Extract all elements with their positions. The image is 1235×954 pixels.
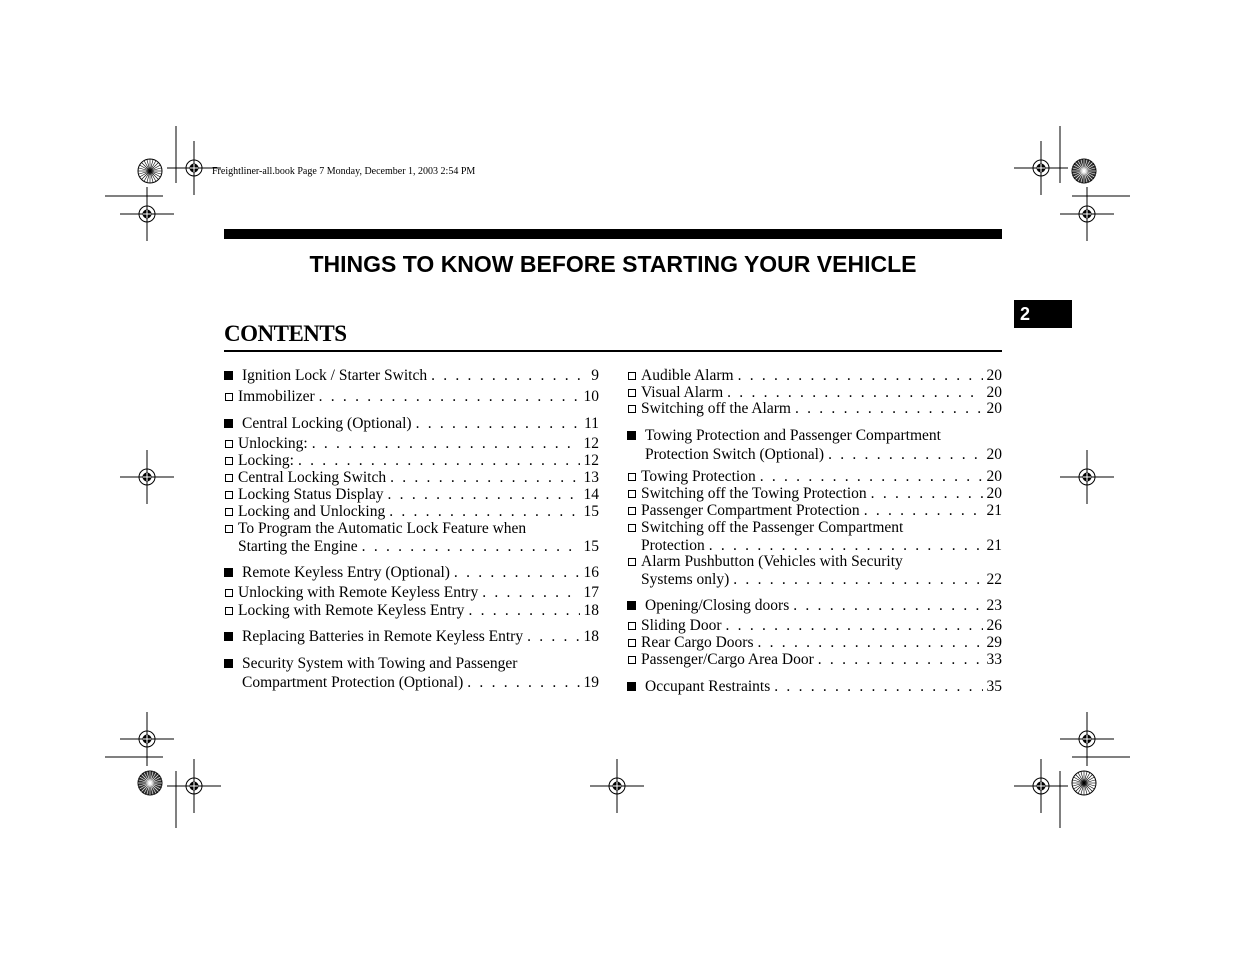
chapter-tab[interactable]: 2: [1014, 300, 1072, 328]
subsection-box-icon: [628, 389, 636, 397]
toc-entry-label: Protection: [641, 537, 705, 554]
toc-entry-label: Towing Protection: [641, 468, 756, 485]
toc-entry-label: Occupant Restraints: [645, 678, 771, 695]
toc-entry-page: 21: [986, 502, 1002, 519]
toc-entry-page: 19: [583, 674, 599, 691]
dot-leader: [795, 400, 983, 417]
registration-starburst-icon: [1072, 771, 1096, 795]
subsection-box-icon: [628, 507, 636, 515]
dot-leader: [454, 564, 580, 581]
dot-leader: [774, 678, 982, 695]
section-bullet-icon: [224, 632, 233, 641]
dot-leader: [319, 388, 580, 405]
toc-entry-label: Visual Alarm: [641, 384, 724, 401]
toc-entry-page: 20: [986, 400, 1002, 417]
toc-entry-page: 22: [986, 571, 1002, 588]
toc-entry-label-line1: Towing Protection and Passenger Compartment: [645, 427, 941, 444]
section-bullet-icon: [224, 371, 233, 380]
subsection-box-icon: [225, 457, 233, 465]
section-bullet-icon: [627, 601, 636, 610]
toc-entry-label: Opening/Closing doors: [645, 597, 790, 614]
contents-rule: [224, 350, 1002, 352]
registration-starburst-icon: [138, 771, 162, 795]
dot-leader: [482, 584, 579, 601]
toc-entry-label: Passenger/Cargo Area Door: [641, 651, 814, 668]
subsection-box-icon: [225, 607, 233, 615]
toc-entry-page: 13: [583, 469, 599, 486]
toc-entry-label: Switching off the Towing Protection: [641, 485, 867, 502]
toc-entry-page: 20: [986, 468, 1002, 485]
subsection-box-icon: [225, 393, 233, 401]
dot-leader: [727, 384, 982, 401]
toc-entry-label: Systems only): [641, 571, 730, 588]
toc-entry-label: Unlocking with Remote Keyless Entry: [238, 584, 479, 601]
dot-leader: [468, 602, 579, 619]
section-bullet-icon: [224, 659, 233, 668]
toc-entry-page: 12: [583, 452, 599, 469]
dot-leader: [793, 597, 982, 614]
toc-entry-page: 18: [583, 602, 599, 619]
toc-entry-page: 15: [583, 538, 599, 555]
dot-leader: [733, 571, 982, 588]
subsection-box-icon: [225, 589, 233, 597]
registration-starburst-icon: [1072, 159, 1096, 183]
toc-entry-label: Passenger Compartment Protection: [641, 502, 860, 519]
dot-leader: [390, 469, 579, 486]
toc-entry-page: 17: [583, 584, 599, 601]
dot-leader: [758, 634, 983, 651]
subsection-box-icon: [628, 473, 636, 481]
section-bullet-icon: [224, 568, 233, 577]
toc-entry-label: Locking:: [238, 452, 294, 469]
contents-heading: CONTENTS: [224, 321, 347, 346]
toc-entry-page: 10: [583, 388, 599, 405]
subsection-box-icon: [628, 490, 636, 498]
toc-entry-label: Rear Cargo Doors: [641, 634, 754, 651]
subsection-box-icon: [628, 405, 636, 413]
toc-entry-label: Protection Switch (Optional): [645, 446, 825, 463]
dot-leader: [760, 468, 983, 485]
dot-leader: [298, 452, 580, 469]
dot-leader: [709, 537, 983, 554]
dot-leader: [738, 367, 983, 384]
toc-entry-label: Starting the Engine: [238, 538, 358, 555]
toc-entry-label: Remote Keyless Entry (Optional): [242, 564, 450, 581]
subsection-box-icon: [628, 656, 636, 664]
toc-entry-page: 20: [986, 384, 1002, 401]
toc-entry-label-line1: Security System with Towing and Passenger: [242, 655, 518, 672]
subsection-box-icon: [628, 558, 636, 566]
toc-entry-label: Central Locking Switch: [238, 469, 387, 486]
toc-entry-page: 16: [583, 564, 599, 581]
toc-entry-label: Ignition Lock / Starter Switch: [242, 367, 428, 384]
dot-leader: [828, 446, 982, 463]
subsection-box-icon: [628, 372, 636, 380]
section-bullet-icon: [627, 682, 636, 691]
toc-entry-label: Compartment Protection (Optional): [242, 674, 464, 691]
toc-entry-label: Switching off the Alarm: [641, 400, 791, 417]
section-bullet-icon: [627, 431, 636, 440]
dot-leader: [389, 503, 579, 520]
subsection-box-icon: [225, 440, 233, 448]
toc-entry-label: Unlocking:: [238, 435, 308, 452]
toc-entry-page: 23: [986, 597, 1002, 614]
dot-leader: [362, 538, 580, 555]
toc-entry-page: 18: [583, 628, 599, 645]
toc-entry-label: Replacing Batteries in Remote Keyless Entry: [242, 628, 524, 645]
dot-leader: [527, 628, 579, 645]
toc-entry-label: Locking with Remote Keyless Entry: [238, 602, 465, 619]
toc-entry-page: 20: [986, 446, 1002, 463]
dot-leader: [818, 651, 983, 668]
toc-entry-page: 20: [986, 485, 1002, 502]
subsection-box-icon: [225, 491, 233, 499]
toc-entry-page: 12: [583, 435, 599, 452]
subsection-box-icon: [225, 508, 233, 516]
toc-entry-page: 33: [986, 651, 1002, 668]
dot-leader: [467, 674, 579, 691]
subsection-box-icon: [225, 474, 233, 482]
toc-entry-label: Locking Status Display: [238, 486, 384, 503]
toc-entry-label: Immobilizer: [238, 388, 315, 405]
subsection-box-icon: [628, 639, 636, 647]
toc-entry-label: Central Locking (Optional): [242, 415, 412, 432]
dot-leader: [726, 617, 983, 634]
registration-starburst-icon: [138, 159, 162, 183]
dot-leader: [871, 485, 983, 502]
subsection-box-icon: [628, 622, 636, 630]
toc-entry-page: 14: [583, 486, 599, 503]
dot-leader: [312, 435, 580, 452]
toc-entry-label-line1: To Program the Automatic Lock Feature when: [238, 520, 527, 537]
section-bullet-icon: [224, 419, 233, 428]
dot-leader: [431, 367, 587, 384]
toc-entry-label-line1: Switching off the Passenger Compartment: [641, 519, 904, 536]
toc-entry-label: Audible Alarm: [641, 367, 734, 384]
dot-leader: [388, 486, 580, 503]
toc-entry-page: 29: [986, 634, 1002, 651]
toc-entry-page: 15: [583, 503, 599, 520]
toc-entry-page: 20: [986, 367, 1002, 384]
top-rule: [224, 229, 1002, 239]
subsection-box-icon: [628, 524, 636, 532]
toc-entry-page: 9: [591, 367, 599, 384]
toc-entry-page: 21: [986, 537, 1002, 554]
toc-entry-page: 35: [986, 678, 1002, 695]
dot-leader: [864, 502, 983, 519]
dot-leader: [416, 415, 580, 432]
toc-entry-page: 11: [584, 415, 599, 432]
toc-entry-page: 26: [986, 617, 1002, 634]
toc-entry-label-line1: Alarm Pushbutton (Vehicles with Security: [641, 553, 903, 570]
toc-entry-label: Sliding Door: [641, 617, 722, 634]
print-header-line: Freightliner-all.book Page 7 Monday, December 1, 2003 2:54 PM: [212, 166, 476, 177]
subsection-box-icon: [225, 525, 233, 533]
toc-entry-label: Locking and Unlocking: [238, 503, 386, 520]
chapter-title: THINGS TO KNOW BEFORE STARTING YOUR VEHICLE: [309, 251, 917, 277]
